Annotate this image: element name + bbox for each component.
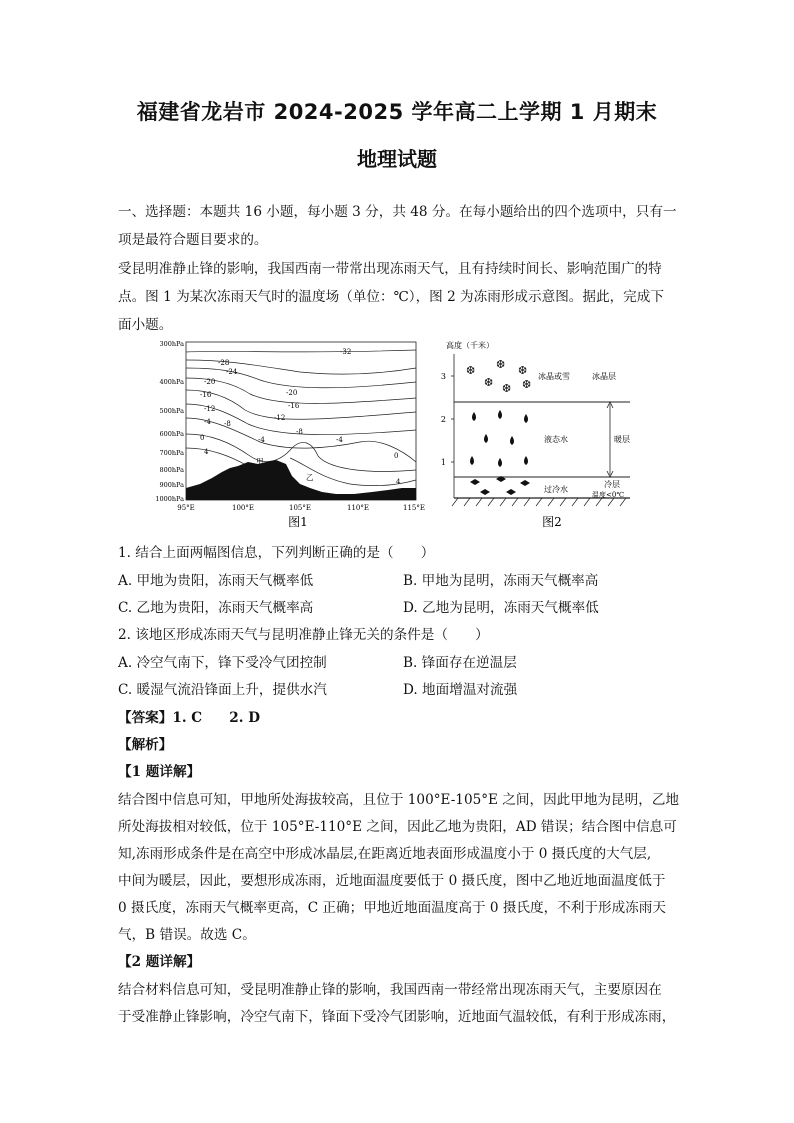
fig2-snowflake-icons [466,358,531,395]
fig1-isotherms [186,350,416,486]
fig2-supercooled-icons [470,476,530,495]
fig2-caption: 图2 [542,515,562,529]
fig2-raindrop-icons [470,410,528,467]
svg-text:-32: -32 [340,348,352,356]
fig2-ytick: 1 [440,458,446,467]
detail2-line: 结合材料信息可知，受昆明准静止锋的影响，我国西南一带经常出现冻雨天气，主要原因在 [118,982,662,998]
fig1-ylabel: 300hPa [159,340,184,348]
fig1-isotherm-labels [200,348,401,486]
detail1-line: 结合图中信息可知，甲地所处海拔较高，且位于 100°E-105°E 之间，因此甲地为昆明，乙地 [118,792,680,808]
q2-option-b: B. 锋面存在逆温层 [403,655,517,671]
fig1-place-b: 乙 [306,473,314,482]
fig2-yaxis-title: 高度（千米） [446,341,494,350]
material-line-2: 点。图 1 为某次冻雨天气时的温度场（单位：℃），图 2 为冻雨形成示意图。据此，完成下 [118,289,664,305]
fig1-ylabel: 600hPa [159,430,184,438]
svg-text:-12: -12 [204,405,216,413]
exam-title: 福建省龙岩市 2024-2025 学年高二上学期 1 月期末 [136,100,658,124]
detail1-line: 所处海拔相对较低，位于 105°E-110°E 之间，因此乙地为贵阳，AD 错误；结合图中信息可 [118,819,677,835]
fig1-ylabel: 700hPa [159,449,184,457]
svg-text:-4: -4 [336,436,343,444]
fig2-freezing-rain-diagram [441,340,630,529]
svg-text:-16: -16 [288,402,300,410]
fig2-low-desc: 过冷水 [544,485,568,494]
svg-text:4: 4 [204,448,209,456]
fig2-top-desc: 冰晶或雪 [538,372,570,381]
fig2-ytick: 2 [440,415,446,424]
q1-option-d: D. 乙地为昆明，冻雨天气概率低 [403,600,599,616]
fig1-ylabel: 400hPa [159,378,184,386]
figure-block [140,338,640,542]
q1-stem: 1. 结合上面两幅图信息，下列判断正确的是（ ） [118,545,435,561]
svg-text:-8: -8 [296,428,303,436]
detail1-heading: 【1 题详解】 [118,764,201,780]
svg-text:115°E: 115°E [403,504,425,512]
section-intro-1: 一、选择题：本题共 16 小题，每小题 3 分，共 48 分。在每小题给出的四个选项中，只有一 [118,204,677,220]
fig1-caption: 图1 [288,515,308,529]
fig2-ground-hatch [452,498,626,506]
figures-svg [140,338,640,538]
detail2-heading: 【2 题详解】 [118,954,201,970]
fig2-mid-name: 暖层 [614,435,630,444]
exam-subject: 地理试题 [357,147,437,171]
q2-option-d: D. 地面增温对流强 [403,682,518,698]
detail1-line: 知,冻雨形成条件是在高空中形成冰晶层,在距离近地表面形成温度小于 0 摄氏度的大气层, [118,846,652,862]
svg-text:-4: -4 [258,436,265,444]
svg-text:0: 0 [200,434,205,442]
svg-text:100°E: 100°E [232,504,254,512]
svg-text:4: 4 [396,478,401,486]
svg-text:0: 0 [394,452,399,460]
fig1-terrain [186,460,416,500]
svg-text:❆: ❆ [484,376,494,389]
q1-option-c: C. 乙地为贵阳，冻雨天气概率高 [118,600,314,616]
section-intro-2: 项是最符合题目要求的。 [118,232,268,248]
svg-text:-12: -12 [274,414,286,422]
q2-option-a: A. 冷空气南下，锋下受冷气团控制 [118,655,327,671]
detail1-line: 0 摄氏度，冻雨天气概率更高，C 正确；甲地近地面温度高于 0 摄氏度，不利于形成冻雨天 [118,900,666,916]
svg-text:❆: ❆ [522,378,532,391]
svg-text:95°E: 95°E [177,504,195,512]
q1-option-a: A. 甲地为贵阳，冻雨天气概率低 [118,573,314,589]
fig2-top-name: 冰晶层 [592,372,616,381]
svg-text:❆: ❆ [466,364,476,377]
analysis-heading: 【解析】 [118,737,173,753]
material-line-3: 面小题。 [118,317,173,333]
fig2-low-name: 冷层 [604,480,620,489]
svg-text:-28: -28 [218,359,230,367]
fig2-ytick: 3 [440,372,446,381]
q2-option-c: C. 暖湿气流沿锋面上升，提供水汽 [118,682,327,698]
svg-text:105°E: 105°E [289,504,311,512]
fig1-ylabel: 500hPa [159,407,184,415]
fig1-ylabel: 800hPa [159,466,184,474]
fig1-xticks [177,504,425,512]
fig1-place-a: 甲 [256,457,264,466]
fig1-ylabel: 900hPa [159,481,184,489]
svg-text:-8: -8 [224,420,231,428]
detail2-line: 于受准静止锋影响，冷空气南下，锋面下受冷气团影响，近地面气温较低，有利于形成冻雨， [118,1009,676,1025]
svg-text:110°E: 110°E [347,504,369,512]
fig1-temperature-field [155,340,425,529]
fig1-ylabel: 1000hPa [155,495,184,503]
svg-text:-4: -4 [204,418,211,426]
svg-text:-20: -20 [286,389,298,397]
svg-text:❆: ❆ [502,382,512,395]
material-line-1: 受昆明准静止锋的影响，我国西南一带常出现冻雨天气，且有持续时间长、影响范围广的特 [118,261,662,277]
svg-text:❆: ❆ [496,358,506,371]
svg-text:-16: -16 [200,391,212,399]
svg-text:-24: -24 [226,368,238,376]
q1-option-b: B. 甲地为昆明，冻雨天气概率高 [403,573,599,589]
q2-stem: 2. 该地区形成冻雨天气与昆明准静止锋无关的条件是（ ） [118,627,489,643]
detail1-line: 气，B 错误。故选 C。 [118,927,256,943]
svg-text:❆: ❆ [518,364,528,377]
fig2-low-temp: 温度<0℃ [592,491,625,499]
detail1-line: 中间为暖层，因此，要想形成冻雨，近地面温度要低于 0 摄氏度，图中乙地近地面温度低于 [118,873,666,889]
svg-text:-20: -20 [204,378,216,386]
fig2-mid-desc: 液态水 [544,435,568,444]
answer-line: 【答案】1. C 2. D [118,710,261,726]
